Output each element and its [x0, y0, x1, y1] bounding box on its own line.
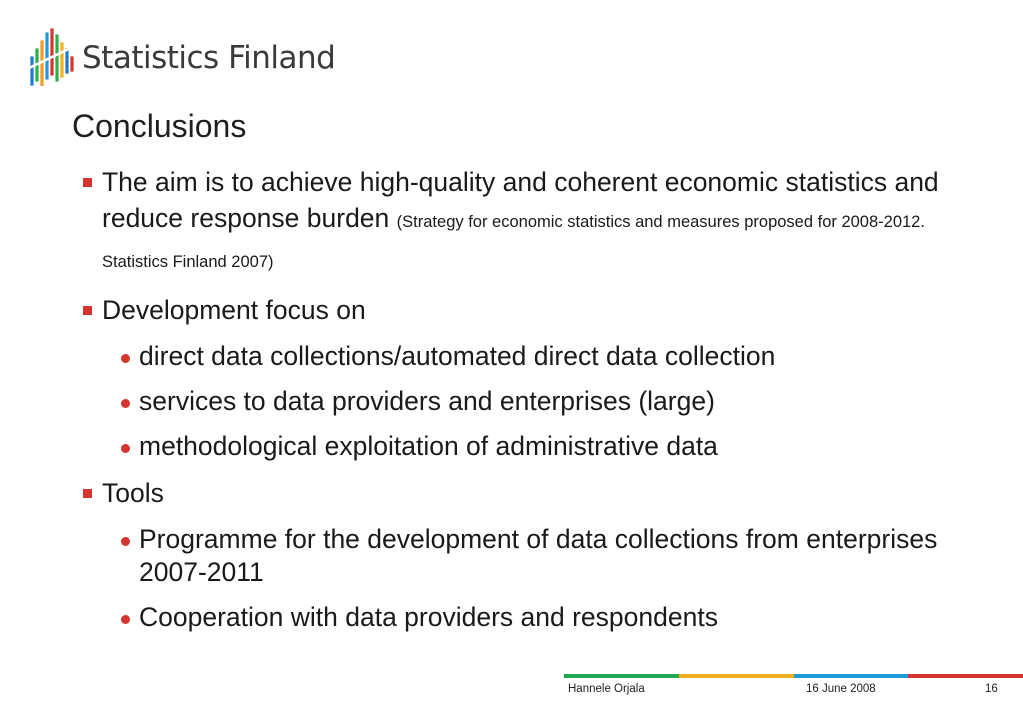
- square-bullet-icon: [83, 178, 92, 187]
- square-bullet-icon: [83, 489, 92, 498]
- sub-bullet-programme: [80, 523, 960, 589]
- footer-bar-green: [564, 674, 679, 678]
- bullet-aim-note: (Strategy for economic statistics and measures proposed for 2008-2012. Statistics Finland 2007): [102, 213, 925, 271]
- footer-date: 16 June 2008: [806, 683, 876, 695]
- footer-color-bar: [564, 674, 1023, 678]
- sub-bullet-text: services to data providers and enterprises (large): [139, 386, 715, 416]
- footer-bar-red: [908, 674, 1023, 678]
- footer-bar-yellow: [679, 674, 794, 678]
- sub-bullet-direct-data: [80, 340, 960, 373]
- footer-bar-blue: [794, 674, 909, 678]
- sub-bullet-text: direct data collections/automated direct data collection: [139, 341, 776, 371]
- slide-body: [80, 164, 960, 634]
- logo-wordmark: Statistics Finland: [82, 39, 336, 76]
- round-bullet-icon: [121, 354, 130, 363]
- bullet-development-focus: [80, 292, 960, 328]
- round-bullet-icon: [121, 537, 130, 546]
- bullet-aim-text: The aim is to achieve high-quality and coherent economic statistics and reduce response burden: [102, 167, 939, 233]
- bullet-tools-text: Tools: [102, 478, 164, 508]
- round-bullet-icon: [121, 444, 130, 453]
- round-bullet-icon: [121, 615, 130, 624]
- statistics-finland-logo: [28, 28, 335, 86]
- sub-bullet-administrative-data: [80, 430, 960, 463]
- footer-author: Hannele Orjala: [568, 683, 645, 695]
- bullet-development-focus-text: Development focus on: [102, 295, 366, 325]
- sub-bullet-text: Cooperation with data providers and respondents: [139, 602, 718, 632]
- sub-bullet-services: [80, 385, 960, 418]
- sub-bullet-cooperation: [80, 601, 960, 634]
- bullet-tools: [80, 475, 960, 511]
- square-bullet-icon: [83, 306, 92, 315]
- slide-title: Conclusions: [72, 108, 247, 144]
- sub-bullet-text: Programme for the development of data collections from enterprises 2007-2011: [139, 524, 938, 587]
- round-bullet-icon: [121, 399, 130, 408]
- bullet-aim: [80, 164, 960, 280]
- statistics-finland-logo-icon: [28, 28, 76, 86]
- footer-page-number: 16: [985, 683, 998, 695]
- sub-bullet-text: methodological exploitation of administrative data: [139, 431, 718, 461]
